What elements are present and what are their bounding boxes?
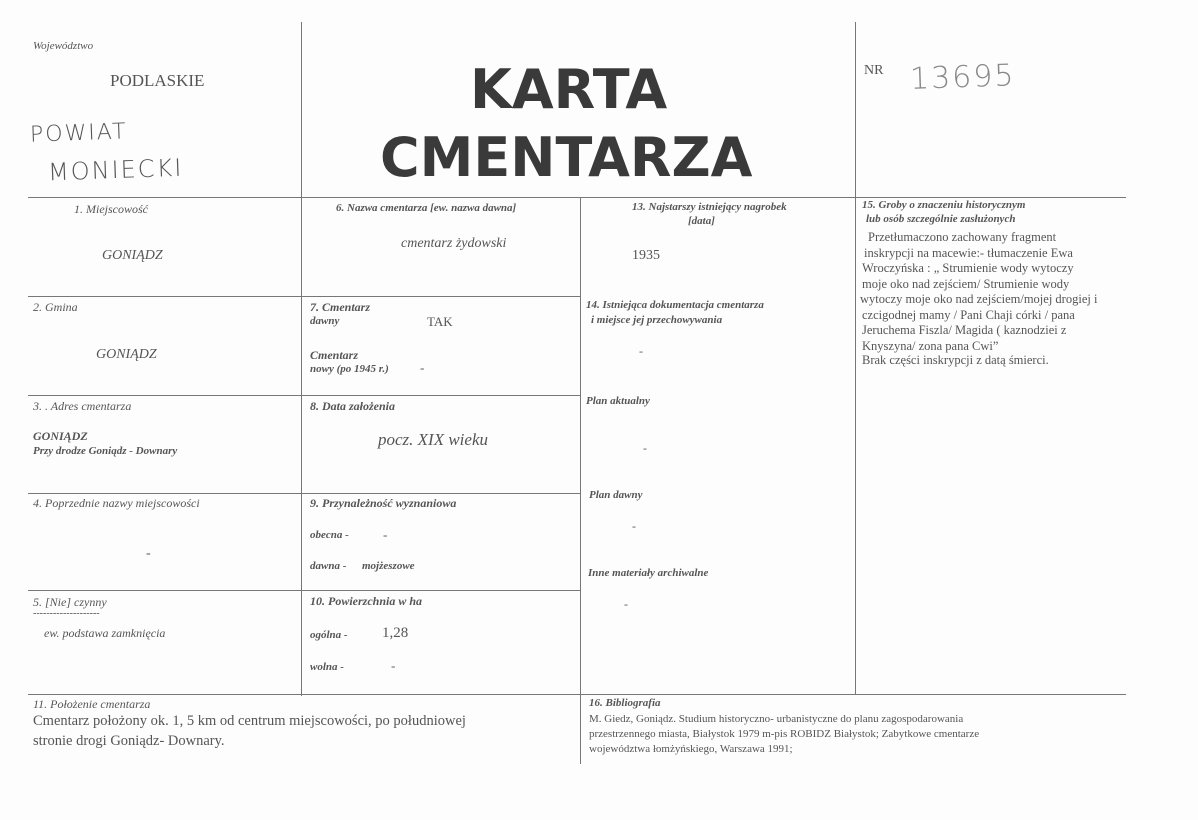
field-15-line: Brak części inskrypcji z datą śmierci. bbox=[862, 353, 1049, 367]
page-title-line1: KARTA bbox=[470, 58, 668, 121]
field-16-label: 16. Bibliografia bbox=[589, 697, 661, 709]
divider-row4 bbox=[28, 590, 580, 591]
nr-handwritten-value: 13695 bbox=[909, 58, 1017, 97]
field-2-value: GONIĄDZ bbox=[96, 347, 157, 362]
field-9-row2-value: mojżeszowe bbox=[362, 560, 415, 572]
field-15-line: Knyszyna/ zona pana Cwi” bbox=[862, 338, 999, 353]
voivodeship-value: PODLASKIE bbox=[110, 71, 205, 90]
field-6-value: cmentarz żydowski bbox=[401, 236, 507, 251]
field-9-row1-label: obecna - bbox=[310, 529, 349, 541]
field-6-label: 6. Nazwa cmentarza [ew. nazwa dawna] bbox=[336, 202, 517, 214]
field-13-label-line1: 13. Najstarszy istniejący nagrobek bbox=[632, 201, 787, 213]
powiat-handwritten-line1: POWIAT bbox=[29, 119, 129, 148]
field-11-text-line1: Cmentarz położony ok. 1, 5 km od centrum miejscowości, po południowej bbox=[33, 713, 466, 729]
divider-col1 bbox=[301, 22, 302, 696]
field-15-line: czcigodnej mamy / Pani Chaji córki / pana bbox=[862, 307, 1075, 322]
field-5-label: 5. [Nie] czynny bbox=[33, 595, 107, 609]
plan-old-value: - bbox=[632, 519, 636, 533]
field-9-label: 9. Przynależność wyznaniowa bbox=[310, 496, 457, 510]
field-10-row1-value: 1,28 bbox=[382, 625, 409, 641]
divider-row2 bbox=[28, 395, 580, 396]
field-11-text-line2: stronie drogi Goniądz- Downary. bbox=[33, 733, 225, 749]
divider-row3 bbox=[28, 493, 580, 494]
field-1-label: 1. Miejscowość bbox=[74, 202, 148, 216]
field-8-value: pocz. XIX wieku bbox=[378, 430, 488, 449]
field-5-dashes: -------------------- bbox=[33, 608, 100, 619]
field-7-label-line1: 7. Cmentarz bbox=[310, 300, 371, 314]
field-15-line: wytoczy moje oko nad zejściem/mojej drogiej i bbox=[860, 292, 1098, 306]
field-14-value: - bbox=[639, 344, 643, 358]
bibliography-line: M. Giedz, Goniądz. Studium historyczno- urbanistyczne do planu zagospodarowania bbox=[589, 713, 964, 725]
field-4-value: - bbox=[146, 546, 151, 561]
field-10-label: 10. Powierzchnia w ha bbox=[310, 594, 423, 608]
bibliography-line: przestrzennego miasta, Białystok 1979 m-pis ROBIDZ Białystok; Zabytkowe cmentarze bbox=[589, 728, 980, 740]
field-15-line: Jeruchema Fiszla/ Magida ( kaznodziei z bbox=[862, 323, 1067, 337]
field-14-label-line1: 14. Istniejąca dokumentacja cmentarza bbox=[586, 299, 764, 311]
field-13-label-line2: [data] bbox=[688, 215, 715, 227]
field-4-label: 4. Poprzednie nazwy miejscowości bbox=[33, 496, 200, 510]
field-15-text bbox=[862, 230, 1132, 369]
field-1-value: GONIĄDZ bbox=[102, 248, 163, 263]
field-9-row1-value: - bbox=[383, 527, 388, 542]
divider-row1 bbox=[28, 296, 580, 297]
field-7-label-line2: dawny bbox=[310, 315, 340, 327]
divider-header bbox=[28, 197, 1126, 198]
plan-current-value: - bbox=[643, 441, 647, 455]
page-title-line2: CMENTARZA bbox=[380, 126, 753, 189]
field-15-line: moje oko nad zejściem/ Strumienie wody bbox=[862, 276, 1070, 291]
field-10-row1-label: ogólna - bbox=[310, 629, 348, 641]
field-16-text bbox=[589, 712, 1109, 757]
divider-col3 bbox=[855, 22, 856, 694]
powiat-handwritten-line2: MONIECKI bbox=[47, 153, 184, 187]
field-11-label: 11. Położenie cmentarza bbox=[33, 697, 151, 711]
field-3-value-line1: GONIĄDZ bbox=[33, 429, 88, 443]
nr-label: NR bbox=[864, 63, 884, 78]
field-10-row2-value: - bbox=[391, 658, 396, 673]
archive-materials-value: - bbox=[624, 597, 628, 611]
divider-col2 bbox=[580, 198, 581, 764]
field-13-value: 1935 bbox=[632, 248, 660, 263]
field-8-label: 8. Data założenia bbox=[310, 399, 396, 413]
field-7-label2-line1: Cmentarz bbox=[310, 348, 359, 362]
field-15-line: inskrypcji na macewie:- tłumaczenie Ewa bbox=[864, 245, 1073, 260]
field-3-value-line2: Przy drodze Goniądz - Downary bbox=[33, 445, 178, 457]
field-2-label: 2. Gmina bbox=[33, 300, 78, 314]
field-7-label2-line2: nowy (po 1945 r.) bbox=[310, 363, 389, 375]
field-15-label-line2: lub osób szczególnie zasłużonych bbox=[866, 213, 1016, 225]
archive-materials-label: Inne materiały archiwalne bbox=[588, 567, 709, 579]
divider-footer bbox=[28, 694, 1126, 695]
field-14-label-line2: i miejsce jej przechowywania bbox=[591, 314, 723, 326]
field-15-line: Przetłumaczono zachowany fragment bbox=[868, 230, 1057, 244]
field-10-row2-label: wolna - bbox=[310, 661, 344, 673]
field-9-row2-label: dawna - bbox=[310, 560, 347, 572]
voivodeship-label: Województwo bbox=[33, 40, 94, 52]
field-3-label: 3. . Adres cmentarza bbox=[33, 399, 132, 413]
plan-current-label: Plan aktualny bbox=[586, 395, 650, 407]
field-15-line: Wroczyńska : „ Strumienie wody wytoczy bbox=[862, 261, 1074, 275]
field-7-value2: - bbox=[420, 360, 425, 375]
plan-old-label: Plan dawny bbox=[589, 489, 643, 501]
bibliography-line: województwa łomżyńskiego, Warszawa 1991; bbox=[589, 743, 793, 755]
field-7-value: TAK bbox=[427, 314, 453, 329]
field-5-sublabel: ew. podstawa zamknięcia bbox=[44, 626, 166, 640]
field-15-label-line1: 15. Groby o znaczeniu historycznym bbox=[862, 199, 1026, 211]
